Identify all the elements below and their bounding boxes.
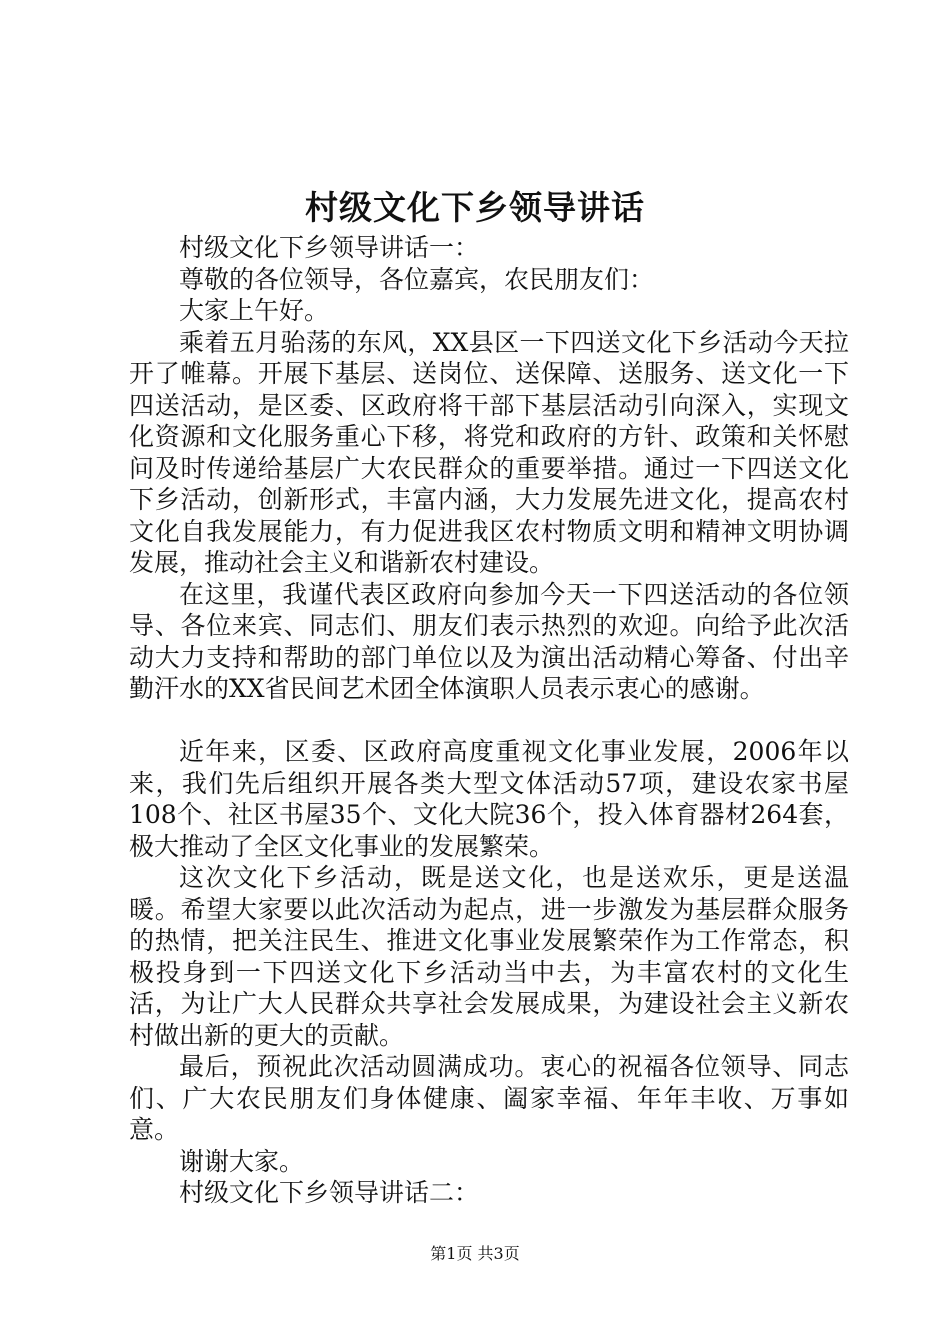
page-title: 村级文化下乡领导讲话 bbox=[305, 188, 645, 227]
page-number-footer: 第1页 共3页 bbox=[430, 1244, 520, 1263]
paragraph-hopes: 这次文化下乡活动，既是送文化，也是送欢乐，更是送温暖。希望大家要以此次活动为起点，进一步激发为基层群众服务的热情，把关注民生、推进文化事业发展繁荣作为工作常态，积极投身到一下四送文化下乡活动当中去，为丰富农村的文化生活，为让广大人民群众共享社会发展成果，为建设社会主义新农村做出新的更大的贡献。 bbox=[129, 863, 849, 1050]
paragraph-greeting: 大家上午好。 bbox=[179, 296, 330, 325]
paragraph-achievements: 近年来，区委、区政府高度重视文化事业发展，2006年以来，我们先后组织开展各类大型文体活动57项，建设农家书屋108个、社区书屋35个、文化大院36个，投入体育器材264套，极大推动了全区文化事业的发展繁荣。 bbox=[129, 737, 849, 861]
paragraph-salutation: 尊敬的各位领导，各位嘉宾，农民朋友们： bbox=[179, 264, 655, 294]
paragraph-closing-wishes: 最后，预祝此次活动圆满成功。衷心的祝福各位领导、同志们、广大农民朋友们身体健康、阖家幸福、年年丰收、万事如意。 bbox=[129, 1052, 849, 1144]
paragraph-opening: 乘着五月骀荡的东风，XX县区一下四送文化下乡活动今天拉开了帷幕。开展下基层、送岗位、送保障、送服务、送文化一下四送活动，是区委、区政府将干部下基层活动引向深入，实现文化资源和文化服务重心下移，将党和政府的方针、政策和关怀慰问及时传递给基层广大农民群众的重要举措。通过一下四送文化下乡活动，创新形式，丰富内涵，大力发展先进文化，提高农村文化自我发展能力，有力促进我区农村物质文明和精神文明协调发展，推动社会主义和谐新农村建设。 bbox=[129, 327, 849, 577]
paragraph-speech-two-heading: 村级文化下乡领导讲话二： bbox=[179, 1178, 480, 1207]
paragraph-welcome: 在这里，我谨代表区政府向参加今天一下四送活动的各位领导、各位来宾、同志们、朋友们表示热烈的欢迎。向给予此次活动大力支持和帮助的部门单位以及为演出活动精心筹备、付出辛勤汗水的XX省民间艺术团全体演职人员表示衷心的感谢。 bbox=[129, 579, 849, 703]
paragraph-thanks: 谢谢大家。 bbox=[179, 1146, 305, 1176]
paragraph-speech-one-heading: 村级文化下乡领导讲话一： bbox=[179, 233, 480, 262]
document-body bbox=[129, 232, 849, 1209]
